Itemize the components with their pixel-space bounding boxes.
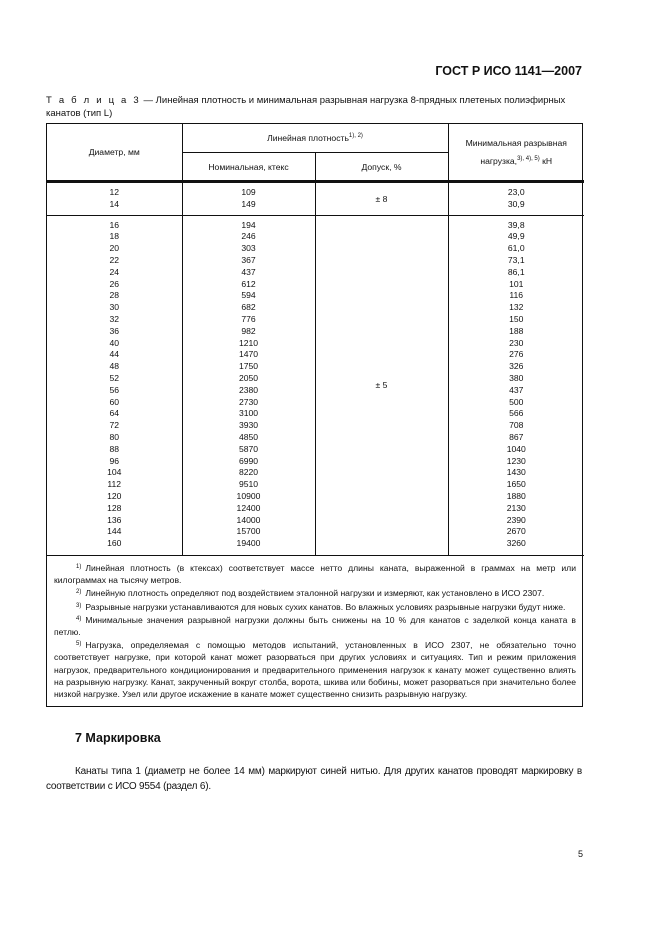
nominal-value: 1210 <box>238 337 259 348</box>
linear-density-label: Линейная плотность <box>267 133 349 143</box>
footnote-number: 2) <box>76 589 82 596</box>
nominal-value: 14000 <box>236 514 261 525</box>
nominal-value: 8220 <box>238 467 259 478</box>
nominal-value: 15700 <box>236 526 261 537</box>
footnote <box>54 586 576 599</box>
footnote-number: 5) <box>76 641 82 648</box>
diameter-value: 120 <box>107 490 122 501</box>
load-value: 150 <box>509 313 524 324</box>
footnote-text: Линейную плотность определяют под воздействием эталонной нагрузки и измеряют, как установлено в ИСО 2307. <box>85 588 545 599</box>
diameter-value: 56 <box>109 384 120 395</box>
load-value: 1650 <box>506 479 526 490</box>
diameter-value: 20 <box>109 243 120 254</box>
footnote <box>54 600 576 613</box>
load-value: 500 <box>509 396 524 407</box>
tolerance-cell: ± 8 <box>315 182 448 216</box>
table-group-2 <box>47 215 584 555</box>
nominal-value: 776 <box>241 313 256 324</box>
load-value: 49,9 <box>507 231 525 242</box>
diameter-value: 112 <box>107 479 122 490</box>
footnote <box>54 613 576 638</box>
diameter-value: 72 <box>109 420 120 431</box>
load-value: 708 <box>509 420 524 431</box>
nominal-value: 367 <box>241 254 256 265</box>
diameter-value: 26 <box>109 278 120 289</box>
document-standard-id: ГОСТ Р ИСО 1141—2007 <box>435 64 582 78</box>
nominal-value: 5870 <box>238 443 259 454</box>
nominal-value: 4850 <box>238 431 259 442</box>
table-caption-label: Т а б л и ц а 3 <box>46 95 141 106</box>
load-value: 2130 <box>506 502 526 513</box>
load-value: 867 <box>509 431 524 442</box>
diameter-value: 22 <box>109 254 120 265</box>
load-value: 188 <box>509 325 524 336</box>
data-table <box>46 123 583 707</box>
diameter-value: 88 <box>109 443 120 454</box>
nominal-value: 612 <box>241 278 256 289</box>
min-breaking-load-label: Минимальная разрывная нагрузка, <box>465 138 567 166</box>
diameter-value: 80 <box>109 431 120 442</box>
footnote-text: Разрывные нагрузки устанавливаются для новых сухих канатов. Во влажных условиях разрывные нагрузки будут ниже. <box>85 601 566 612</box>
diameter-value: 144 <box>107 526 122 537</box>
diameter-value: 44 <box>109 349 120 360</box>
nominal-value: 2380 <box>238 384 259 395</box>
load-value: 1430 <box>506 467 526 478</box>
section-heading: 7 Маркировка <box>75 731 161 745</box>
nominal-value: 1750 <box>238 361 259 372</box>
load-value: 132 <box>509 302 524 313</box>
nominal-value: 6990 <box>238 455 259 466</box>
nominal-value: 9510 <box>238 479 259 490</box>
nominal-value: 12400 <box>236 502 261 513</box>
nominal-value: 19400 <box>236 538 261 549</box>
nominal-cell <box>182 215 315 555</box>
diameter-value: 136 <box>107 514 122 525</box>
diameter-value: 64 <box>109 408 120 419</box>
diameter-value: 40 <box>109 337 120 348</box>
page-number: 5 <box>578 849 584 859</box>
diameter-value: 18 <box>109 231 120 242</box>
load-value: 326 <box>509 361 524 372</box>
min-breaking-load-unit: кН <box>539 156 553 166</box>
footnote-number: 1) <box>76 563 82 570</box>
nominal-value: 194 <box>241 219 256 230</box>
footnote <box>54 561 576 586</box>
nominal-value: 303 <box>241 243 256 254</box>
footnote-number: 3) <box>76 602 82 609</box>
nominal-value: 1470 <box>238 349 259 360</box>
nominal-value: 10900 <box>236 490 261 501</box>
diameter-value: 28 <box>109 290 120 301</box>
load-value: 101 <box>509 278 524 289</box>
nominal-value: 594 <box>241 290 256 301</box>
diameter-value: 128 <box>107 502 122 513</box>
column-header-tolerance: Допуск, % <box>315 153 448 182</box>
column-header-nominal: Номинальная, ктекс <box>182 153 315 182</box>
load-value: 566 <box>509 408 524 419</box>
load-value: 437 <box>509 384 524 395</box>
diameter-value: 96 <box>109 455 120 466</box>
load-value: 1230 <box>506 455 526 466</box>
load-value: 2390 <box>506 514 526 525</box>
column-header-min-breaking-load <box>448 124 584 182</box>
footnote <box>54 638 576 700</box>
diameter-value: 60 <box>109 396 120 407</box>
load-value: 276 <box>509 349 524 360</box>
load-cell <box>448 215 584 555</box>
footnote-text: Минимальные значения разрывной нагрузки должны быть снижены на 10 % для канатов с заделкой конца каната в петлю. <box>54 614 576 637</box>
diameter-value: 32 <box>109 313 120 324</box>
diameter-value: 24 <box>109 266 120 277</box>
diameter-value: 30 <box>109 302 120 313</box>
min-breaking-load-refs: 3), 4), 5) <box>517 156 540 162</box>
table-footnotes <box>47 556 582 706</box>
table-row <box>47 182 584 216</box>
nominal-value: 2730 <box>238 396 259 407</box>
column-header-linear-density <box>182 124 448 153</box>
load-value: 2670 <box>506 526 526 537</box>
diameter-value: 160 <box>107 538 122 549</box>
tolerance-cell: ± 5 <box>315 215 448 555</box>
table-caption <box>46 94 586 120</box>
load-value: 73,1 <box>507 254 525 265</box>
nominal-value: 982 <box>241 325 256 336</box>
load-cell: 23,0 30,9 <box>448 182 584 216</box>
diameter-cell <box>47 215 182 555</box>
diameter-value: 48 <box>109 361 120 372</box>
nominal-value: 246 <box>241 231 256 242</box>
load-value: 3260 <box>506 538 526 549</box>
nominal-value: 437 <box>241 266 256 277</box>
table-row <box>47 215 584 555</box>
nominal-value: 682 <box>241 302 256 313</box>
load-value: 230 <box>509 337 524 348</box>
table-group-1 <box>47 182 584 216</box>
diameter-value: 52 <box>109 372 120 383</box>
diameter-value: 16 <box>109 219 120 230</box>
load-value: 86,1 <box>507 266 525 277</box>
load-value: 1040 <box>506 443 526 454</box>
section-paragraph: Канаты типа 1 (диаметр не более 14 мм) маркируют синей нитью. Для других канатов проводят маркировку в соответствии с ИСО 9554 (раздел 6). <box>46 766 582 792</box>
diameter-cell: 12 14 <box>47 182 182 216</box>
nominal-value: 2050 <box>238 372 259 383</box>
footnote-text: Нагрузка, определяемая с помощью методов испытаний, установленных в ИСО 2307, не обязательно точно соответствует нагрузке, при которой канат может разорваться при других условиях и ситуациях. Тип и режим приложения нагрузок, предварительного кондиционирования и предварительного применения нагрузок к канату может существенно влиять на разрывную нагрузку. Канат, закрученный вокруг столба, ворота, шкива или бобины, может разорваться при значительно более низкой нагрузке. Узел или другое искажение в канате может существенно снизить разрывную нагрузку. <box>54 640 576 699</box>
nominal-value: 3930 <box>238 420 259 431</box>
nominal-cell: 109 149 <box>182 182 315 216</box>
footnote-text: Линейная плотность (в ктексах) соответствует массе нетто длины каната, выраженной в граммах на метр или килограммах на тысячу метров. <box>54 562 576 586</box>
diameter-value: 36 <box>109 325 120 336</box>
table-caption-text: — Линейная плотность и минимальная разрывная нагрузка 8-прядных плетеных полиэфирных канатов (тип L) <box>46 95 566 119</box>
load-value: 380 <box>509 372 524 383</box>
load-value: 61,0 <box>507 243 525 254</box>
load-value: 1880 <box>506 490 526 501</box>
linear-density-refs: 1), 2) <box>348 133 363 139</box>
column-header-diameter: Диаметр, мм <box>47 124 182 182</box>
load-value: 39,8 <box>507 219 525 230</box>
load-value: 116 <box>509 290 524 301</box>
nominal-value: 3100 <box>238 408 259 419</box>
diameter-value: 104 <box>107 467 122 478</box>
footnote-number: 4) <box>76 615 82 622</box>
